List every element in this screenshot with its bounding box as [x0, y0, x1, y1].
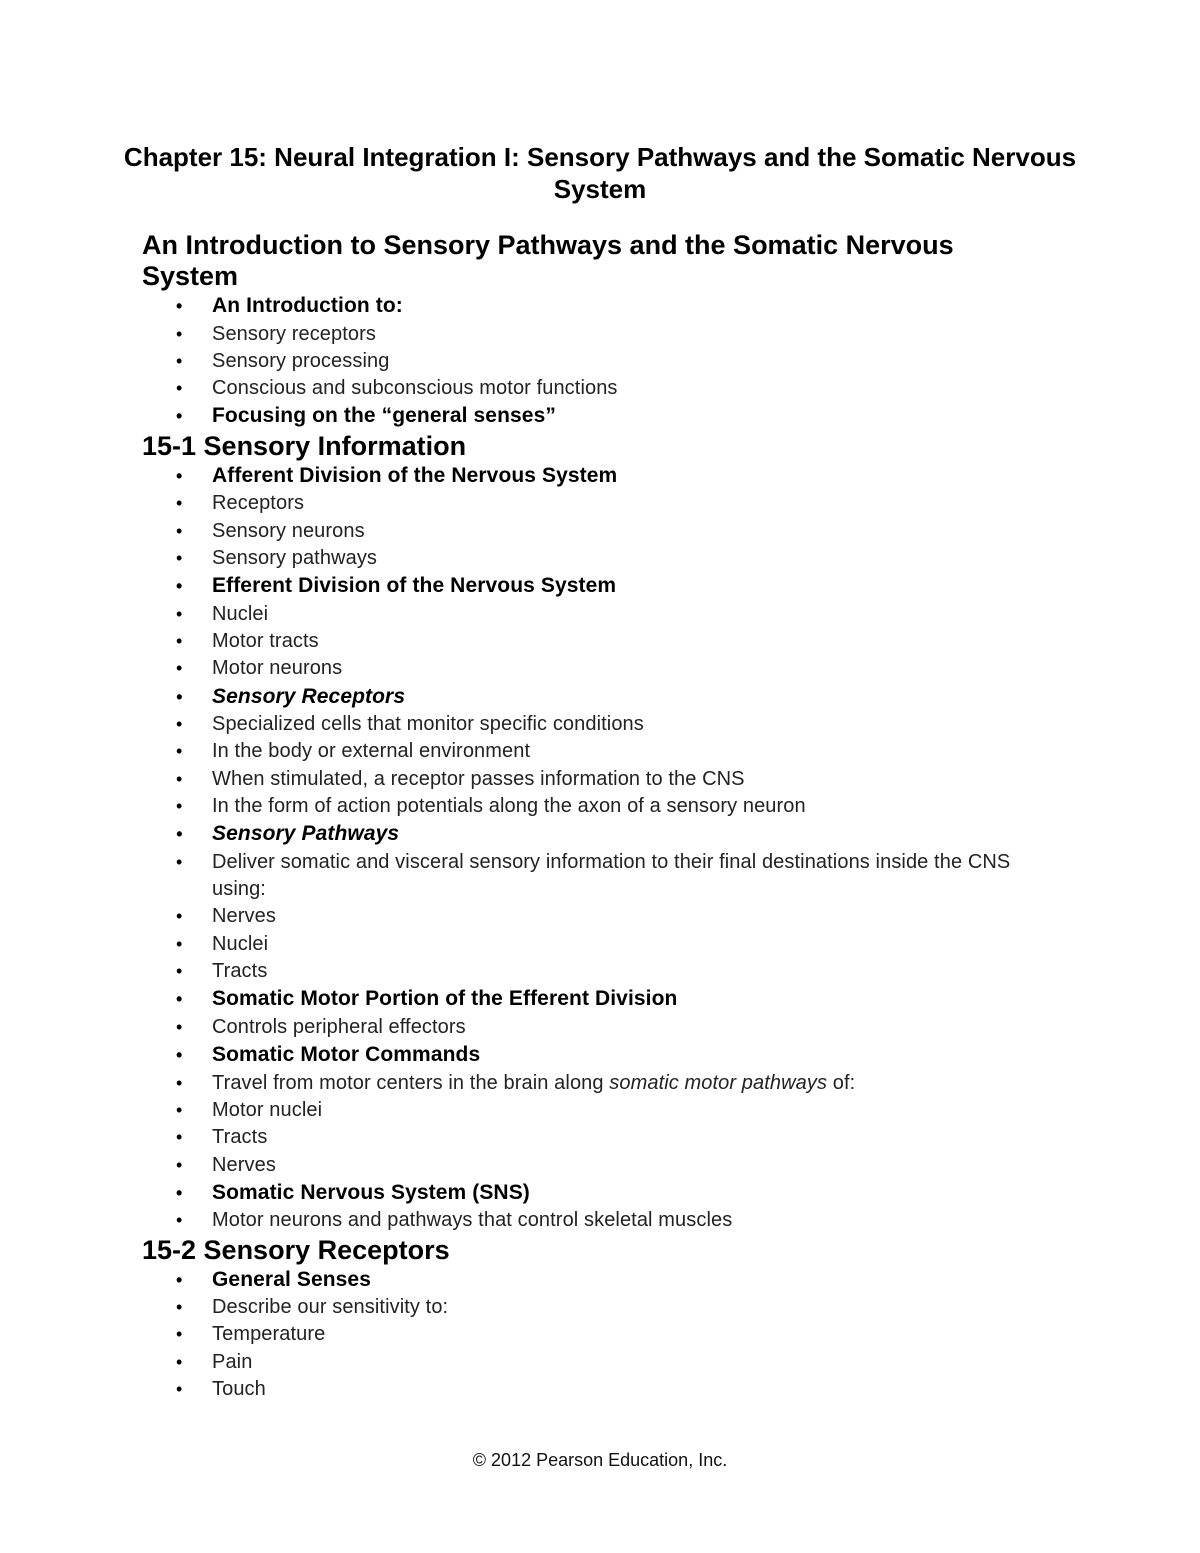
- list-item: [142, 931, 1042, 958]
- bullet-icon: •: [176, 1072, 183, 1093]
- emphasis-text: somatic motor pathways: [609, 1071, 828, 1094]
- bullet-icon: •: [176, 406, 183, 427]
- list-item-text: Motor nuclei: [212, 1098, 323, 1121]
- bullet-icon: •: [176, 1154, 183, 1175]
- list-item: [142, 1349, 1042, 1376]
- bullet-icon: •: [176, 576, 183, 597]
- bullet-icon: •: [176, 1127, 183, 1148]
- bullet-icon: •: [176, 796, 183, 817]
- list-item-text: Sensory receptors: [212, 322, 376, 345]
- bullet-icon: •: [176, 1210, 183, 1231]
- list-item-text: Afferent Division of the Nervous System: [212, 463, 618, 487]
- list-item-text: Nerves: [212, 1153, 276, 1176]
- list-item: [142, 292, 1042, 321]
- list-item: [142, 738, 1042, 765]
- list-item-text: Motor neurons and pathways that control skeletal muscles: [212, 1209, 733, 1232]
- list-item-text: General Senses: [212, 1267, 371, 1291]
- list-item-text: Receptors: [212, 492, 305, 515]
- section-heading: 15-1 Sensory Information: [142, 430, 467, 461]
- list-item-text: Describe our sensitivity to:: [212, 1296, 449, 1319]
- list-item: [142, 518, 1042, 545]
- list-item-text: When stimulated, a receptor passes information to the CNS: [212, 767, 745, 790]
- bullet-list: [142, 292, 1042, 431]
- bullet-icon: •: [176, 520, 183, 541]
- list-item: [142, 1152, 1042, 1179]
- bullet-icon: •: [176, 1045, 183, 1066]
- bullet-icon: •: [176, 1379, 183, 1400]
- list-item-text: In the body or external environment: [212, 740, 531, 763]
- list-item-text: An Introduction to:: [212, 294, 403, 317]
- bullet-icon: •: [176, 603, 183, 624]
- list-item-text: Sensory pathways: [212, 546, 378, 569]
- list-item: [142, 545, 1042, 572]
- list-item-text: Sensory Receptors: [212, 684, 406, 708]
- list-item-text: Focusing on the “general senses”: [212, 404, 556, 428]
- bullet-icon: •: [176, 1182, 183, 1203]
- list-item-text: Travel from motor centers in the brain along somatic motor pathways of:: [212, 1071, 856, 1094]
- bullet-list: [142, 462, 1042, 1235]
- bullet-icon: •: [176, 658, 183, 679]
- bullet-icon: •: [176, 824, 183, 845]
- list-item: [142, 402, 1042, 431]
- list-item: [142, 572, 1042, 601]
- list-item-text: Efferent Division of the Nervous System: [212, 574, 617, 598]
- bullet-icon: •: [176, 547, 183, 568]
- list-item: [142, 1041, 1042, 1070]
- bullet-icon: •: [176, 465, 183, 486]
- list-item-text: Motor neurons: [212, 657, 343, 680]
- bullet-icon: •: [176, 714, 183, 735]
- bullet-icon: •: [176, 906, 183, 927]
- bullet-icon: •: [176, 933, 183, 954]
- bullet-icon: •: [176, 1297, 183, 1318]
- bullet-icon: •: [176, 1269, 183, 1290]
- list-item-text: Sensory processing: [212, 349, 390, 372]
- list-item-text: Specialized cells that monitor specific conditions: [212, 713, 644, 736]
- list-item-text: Nuclei: [212, 602, 269, 625]
- bullet-icon: •: [176, 851, 183, 872]
- list-item: [142, 1070, 1042, 1097]
- list-item-text: Tracts: [212, 960, 268, 983]
- list-item-text: Somatic Motor Commands: [212, 1043, 481, 1067]
- chapter-title: Chapter 15: Neural Integration I: Sensory Pathways and the Somatic Nervous System: [123, 142, 1077, 204]
- document-body: [142, 230, 1042, 1403]
- list-item: [142, 490, 1042, 517]
- bullet-icon: •: [176, 961, 183, 982]
- list-item-text: Sensory neurons: [212, 519, 365, 542]
- list-item-text: Controls peripheral effectors: [212, 1015, 466, 1038]
- list-item: [142, 1294, 1042, 1321]
- list-item: [142, 903, 1042, 930]
- list-item-text: Tracts: [212, 1126, 268, 1149]
- list-item: [142, 348, 1042, 375]
- list-item: [142, 1179, 1042, 1208]
- list-item-text: In the form of action potentials along the axon of a sensory neuron: [212, 795, 806, 818]
- list-item: [142, 601, 1042, 628]
- list-item: [142, 793, 1042, 820]
- list-item-text: Nerves: [212, 905, 276, 928]
- bullet-icon: •: [176, 493, 183, 514]
- list-item-text: Touch: [212, 1378, 266, 1401]
- bullet-icon: •: [176, 296, 183, 316]
- list-item: [142, 628, 1042, 655]
- list-item: [142, 655, 1042, 682]
- bullet-icon: •: [176, 989, 183, 1010]
- list-item: [142, 462, 1042, 491]
- bullet-icon: •: [176, 323, 183, 344]
- list-item: [142, 958, 1042, 985]
- list-item: [142, 683, 1042, 712]
- list-item: [142, 820, 1042, 849]
- bullet-icon: •: [176, 1016, 183, 1037]
- section-heading: 15-2 Sensory Receptors: [142, 1234, 450, 1265]
- list-item: [142, 1124, 1042, 1151]
- list-item: [142, 321, 1042, 348]
- bullet-icon: •: [176, 1099, 183, 1120]
- bullet-icon: •: [176, 1351, 183, 1372]
- section-heading: An Introduction to Sensory Pathways and the Somatic Nervous System: [142, 230, 954, 291]
- list-item-text: Motor tracts: [212, 630, 319, 653]
- list-item: [142, 1014, 1042, 1041]
- list-item: [142, 1207, 1042, 1234]
- list-item-text: Somatic Motor Portion of the Efferent Division: [212, 987, 678, 1011]
- bullet-icon: •: [176, 1324, 183, 1345]
- list-item: [142, 1321, 1042, 1348]
- list-item: [142, 985, 1042, 1014]
- list-item-text: Nuclei: [212, 932, 269, 955]
- list-item: [142, 1266, 1042, 1295]
- list-item: [142, 1097, 1042, 1124]
- list-item-text: Temperature: [212, 1323, 326, 1346]
- list-item-text: Pain: [212, 1350, 253, 1373]
- bullet-icon: •: [176, 378, 183, 399]
- list-item-text: Sensory Pathways: [212, 822, 400, 846]
- list-item: [142, 766, 1042, 793]
- list-item: [142, 375, 1042, 402]
- bullet-icon: •: [176, 741, 183, 762]
- list-item: [142, 849, 1042, 904]
- list-item-text: Somatic Nervous System (SNS): [212, 1180, 530, 1204]
- bullet-icon: •: [176, 631, 183, 652]
- bullet-list: [142, 1266, 1042, 1404]
- bullet-icon: •: [176, 686, 183, 707]
- copyright-footer: © 2012 Pearson Education, Inc.: [472, 1450, 728, 1470]
- bullet-icon: •: [176, 768, 183, 789]
- list-item-text: Deliver somatic and visceral sensory information to their final destinations inside the CNS using:: [212, 850, 1011, 901]
- bullet-icon: •: [176, 350, 183, 371]
- list-item: [142, 711, 1042, 738]
- list-item: [142, 1376, 1042, 1403]
- list-item-text: Conscious and subconscious motor functions: [212, 377, 618, 400]
